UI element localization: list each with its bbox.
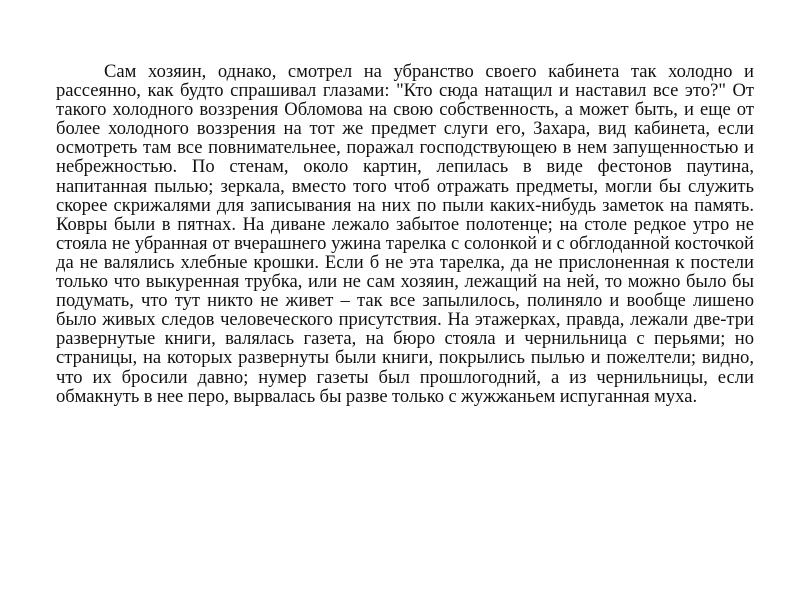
body-paragraph: Сам хозяин, однако, смотрел на убранство своего кабинета так холодно и рассеянно, как будто спрашивал глазами: "Кто сюда натащил и наставил все это?" От такого холодного воззрения Обломова на свою собственность, а может быть, и еще от более холодного воззрения на тот же предмет слуги его, Захара, вид кабинета, если осмотреть там все повнимательнее, поражал господствующею в нем запущенностью и небрежностью. По стенам, около картин, лепилась в виде фестонов паутина, напитанная пылью; зеркала, вместо того чтоб отражать предметы, могли бы служить скорее скрижалями для записывания на них по пыли каких-нибудь заметок на память. Ковры были в пятнах. На диване лежало забытое полотенце; на столе редкое утро не стояла не убранная от вчерашнего ужина тарелка с солонкой и с обглоданной косточкой да не валялись хлебные крошки. Если б не эта тарелка, да не прислоненная к постели только что выкуренная трубка, или не сам хозяин, лежащий на ней, то можно было бы подумать, что тут никто не живет – так все запылилось, полиняло и вообще лишено было живых следов человеческого присутствия. На этажерках, правда, лежали две-три развернутые книги, валялась газета, на бюро стояла и чернильница с перьями; но страницы, на которых развернуты были книги, покрылись пылью и пожелтели; видно, что их бросили давно; нумер газеты был прошлогодний, а из чернильницы, если обмакнуть в нее перо, вырвалась бы разве только с жужжаньем испуганная муха.	[56, 61, 754, 407]
